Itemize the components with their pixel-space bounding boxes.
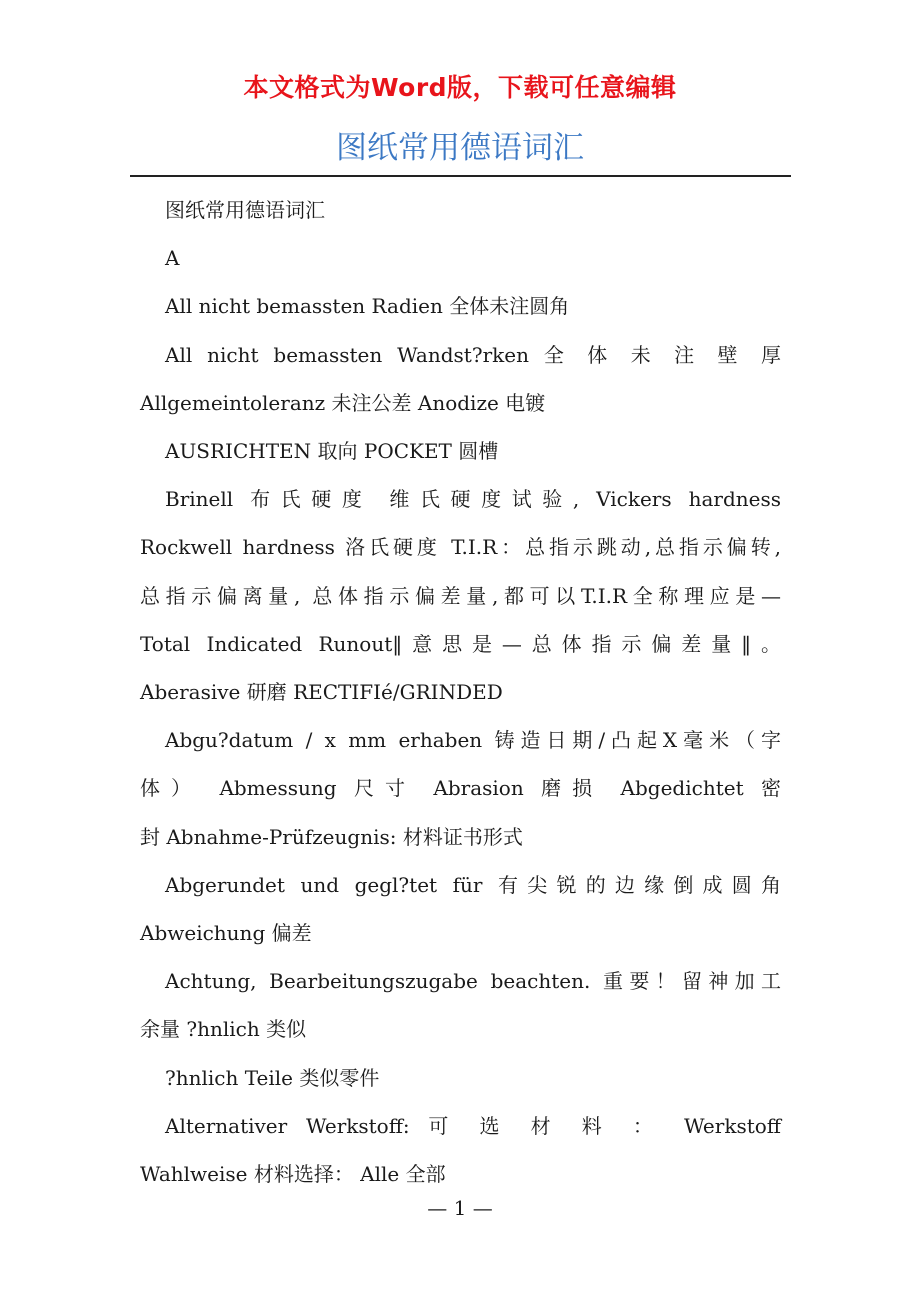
body-line: Brinell 布氏硬度 维氏硬度试验, Vickers hardness [165,487,781,512]
body-line: Alternativer Werkstoff: 可 选 材 料 ： Werkstoff [165,1113,781,1138]
body-line: Aberasive 研磨 RECTIFIé/GRINDED [140,680,503,705]
title-divider [130,175,791,177]
body-line: 封 Abnahme-Prüfzeugnis: 材料证书形式 [140,824,523,849]
page-number: — 1 — [427,1196,493,1220]
download-banner: 本文格式为Word版，下载可任意编辑 [243,73,677,102]
document-body [140,186,781,1198]
body-line: Achtung, Bearbeitungszugabe beachten. 重要！留神加工 [165,969,781,994]
body-line: Abgu?datum / x mm erhaben 铸造日期/凸起X毫米（字 [165,728,781,753]
body-line: Rockwell hardness 洛氏硬度 T.I.R：总指示跳动,总指示偏转, [140,535,781,560]
body-line: ?hnlich Teile 类似零件 [165,1065,380,1090]
body-line: 体） Abmessung 尺寸 Abrasion 磨损 Abgedichtet 密 [140,776,781,801]
body-line: All nicht bemassten Wandst?rken 全 体 未 注 壁 厚 [165,342,781,367]
body-line: Total Indicated Runout‖意思是—总体指示偏差量‖。 [140,631,781,656]
body-line: 总指示偏离量, 总体指示偏差量,都可以T.I.R全称理应是— [140,583,781,608]
body-line: AUSRICHTEN 取向 POCKET 圆槽 [165,439,499,464]
body-line: All nicht bemassten Radien 全体未注圆角 [165,294,570,319]
body-line: Abweichung 偏差 [140,921,312,946]
body-line: Abgerundet und gegl?tet für 有尖锐的边缘倒成圆角 [165,872,781,897]
body-line: 图纸常用德语词汇 [165,198,325,222]
page-title: 图纸常用德语词汇 [336,130,584,166]
body-line: A [165,246,180,271]
body-line: Allgemeintoleranz 未注公差 Anodize 电镀 [140,390,546,415]
body-line: 余量 ?hnlich 类似 [140,1017,307,1042]
body-line: Wahlweise 材料选择： Alle 全部 [140,1162,446,1187]
